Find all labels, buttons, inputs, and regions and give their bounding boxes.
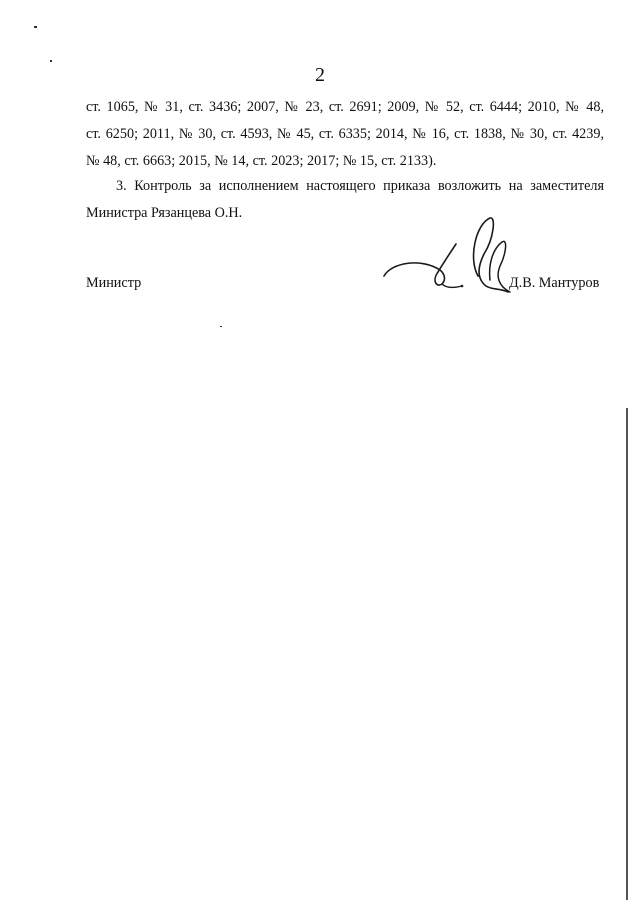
citation-line-3: № 48, ст. 6663; 2015, № 14, ст. 2023; 2017; № 15, ст. 2133). (86, 153, 437, 169)
signatory-name: Д.В. Мантуров (509, 275, 600, 291)
scan-speck (220, 326, 222, 327)
clause-3-line-2: Министра Рязанцева О.Н. (86, 205, 243, 221)
scan-speck (34, 26, 37, 28)
signatory-title: Министр (86, 275, 142, 291)
handwritten-signature (382, 214, 522, 296)
citation-line-2: ст. 6250; 2011, № 30, ст. 4593, № 45, ст. 6335; 2014, № 16, ст. 1838, № 30, ст. 4239, (86, 126, 604, 142)
clause-3-line-1: 3. Контроль за исполнением настоящего приказа возложить на заместителя (116, 178, 604, 194)
scan-edge-line (626, 408, 628, 900)
page-number: 2 (315, 64, 325, 86)
citation-line-1: ст. 1065, № 31, ст. 3436; 2007, № 23, ст. 2691; 2009, № 52, ст. 6444; 2010, № 48, (86, 99, 604, 115)
scan-speck (50, 60, 52, 62)
